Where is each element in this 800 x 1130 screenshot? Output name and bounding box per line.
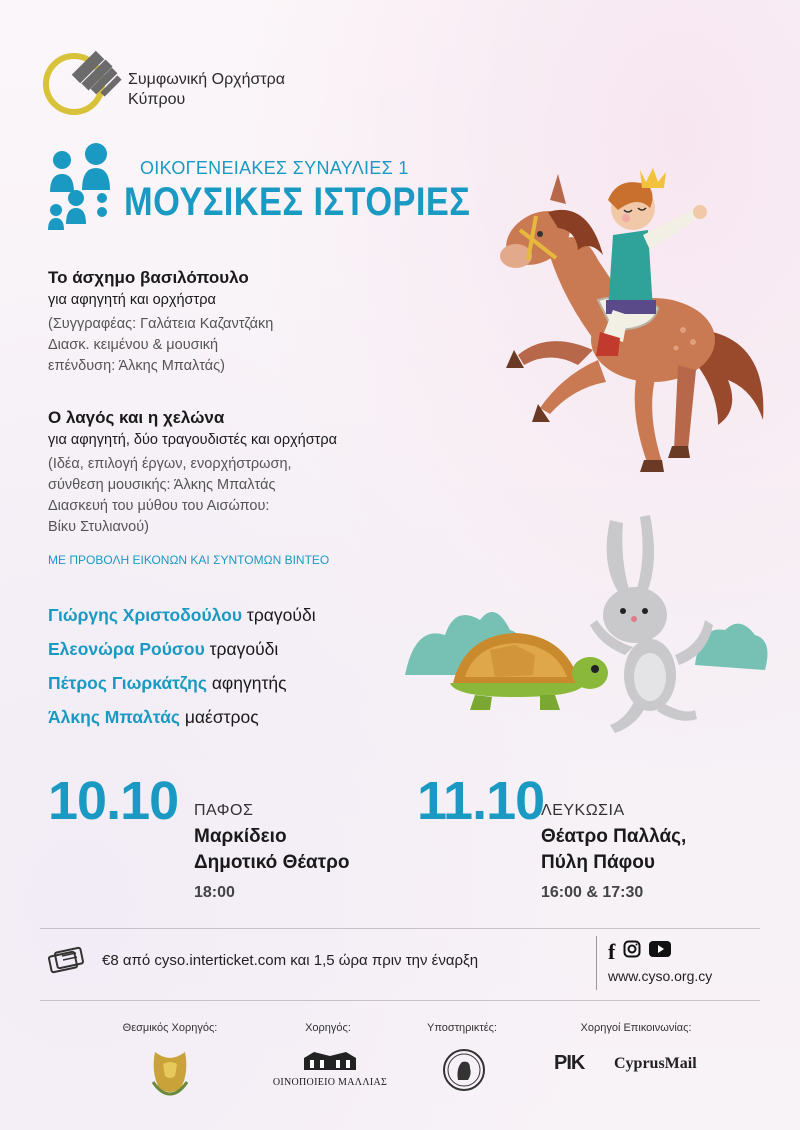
performer-name: Γιώργης Χριστοδούλου	[48, 605, 243, 625]
series-label: ΟΙΚΟΓΕΝΕΙΑΚΕΣ ΣΥΝΑΥΛΙΕΣ 1	[140, 158, 409, 178]
family-icon	[46, 140, 116, 230]
supporter-medallion-logo	[442, 1048, 486, 1092]
event-venue-line1: Μαρκίδειο	[194, 826, 287, 847]
event-time: 16:00 & 17:30	[541, 884, 644, 901]
work-title: Το άσχημο βασιλόπουλο	[48, 268, 249, 287]
facebook-icon[interactable]: f	[608, 938, 616, 964]
projection-note: ΜΕ ΠΡΟΒΟΛΗ ΕΙΚΟΝΩΝ ΚΑΙ ΣΥΝΤΟΜΩΝ ΒΙΝΤΕΟ	[48, 553, 330, 567]
winery-logo	[270, 1048, 390, 1092]
performer-role: μαέστρος	[184, 707, 259, 727]
performer	[48, 632, 316, 666]
event-time: 18:00	[194, 884, 235, 901]
work-subtitle: για αφηγητή και ορχήστρα	[48, 292, 216, 308]
media-sponsors-label: Χορηγοί Επικοινωνίας:	[580, 1022, 692, 1034]
performer	[48, 700, 316, 734]
performer-role: τραγούδι	[246, 605, 316, 625]
event-venue-line2: Δημοτικό Θέατρο	[194, 852, 350, 873]
orchestra-logo	[40, 44, 126, 120]
event-city: ΛΕΥΚΩΣΙΑ	[541, 802, 625, 819]
performer-name: Άλκης Μπαλτάς	[48, 707, 180, 727]
sponsor-label: Χορηγός:	[305, 1022, 351, 1034]
orchestra-name-line2: Κύπρου	[128, 91, 186, 108]
event-venue-line1: Θέατρο Παλλάς,	[541, 826, 687, 847]
work-credits: (Συγγραφέας: Γαλάτεια Καζαντζάκη Διασκ. κειμένου & μουσική επένδυση: Άλκης Μπαλτάς)	[48, 316, 274, 374]
page-title: ΜΟΥΣΙΚΕΣ ΙΣΤΟΡΙΕΣ	[124, 180, 471, 224]
orchestra-name	[128, 70, 285, 110]
performers-list	[48, 598, 316, 734]
event-date: 10.10	[48, 771, 179, 831]
performer-name: Πέτρος Γιωρκάτζης	[48, 673, 207, 693]
winery-name: ΟΙΝΟΠΟΙΕΙΟ ΜΑΛΛΙΑΣ	[272, 1077, 388, 1088]
event-paphos	[48, 770, 408, 910]
event-venue-line2: Πύλη Πάφου	[541, 852, 655, 873]
social-separator	[596, 936, 597, 990]
website-link[interactable]: www.cyso.org.cy	[608, 968, 713, 984]
performer-role: τραγούδι	[209, 639, 279, 659]
event-date: 11.10	[417, 771, 545, 831]
institutional-sponsor-label: Θεσμικός Χορηγός:	[122, 1022, 218, 1034]
performer	[48, 666, 316, 700]
cyprus-emblem-logo	[147, 1042, 193, 1098]
work-subtitle: για αφηγητή, δύο τραγουδιστές και ορχήστρα	[48, 432, 338, 448]
divider-bottom	[40, 1000, 760, 1001]
event-nicosia	[417, 770, 757, 910]
work-1	[48, 268, 378, 377]
performer-role: αφηγητής	[211, 673, 287, 693]
performer-name: Ελεονώρα Ρούσου	[48, 639, 205, 659]
social-icons	[608, 940, 671, 963]
orchestra-name-line1: Συμφωνική Ορχήστρα	[128, 71, 286, 88]
performer	[48, 598, 316, 632]
rik-logo: ΡΙΚ	[554, 1052, 585, 1074]
instagram-icon[interactable]	[623, 940, 641, 963]
divider-top	[40, 928, 760, 929]
ticket-icon	[46, 944, 86, 974]
youtube-icon[interactable]	[649, 941, 671, 962]
prince-on-horse-illustration	[478, 160, 778, 480]
event-city: ΠΑΦΟΣ	[194, 802, 254, 819]
supporters-label: Υποστηρικτές:	[427, 1022, 497, 1034]
cyprus-mail-logo: CyprusMail	[614, 1055, 697, 1072]
ticket-info: €8 από cyso.interticket.com και 1,5 ώρα πριν την έναρξη	[102, 952, 479, 969]
tortoise-and-hare-illustration	[395, 505, 775, 735]
work-2	[48, 408, 418, 538]
work-credits: (Ιδέα, επιλογή έργων, ενορχήστρωση, σύνθεση μουσικής: Άλκης Μπαλτάς Διασκευή του μύθου του Αισώπου: Βίκυ Στυλιανού)	[48, 456, 292, 535]
work-title: Ο λαγός και η χελώνα	[48, 408, 225, 427]
